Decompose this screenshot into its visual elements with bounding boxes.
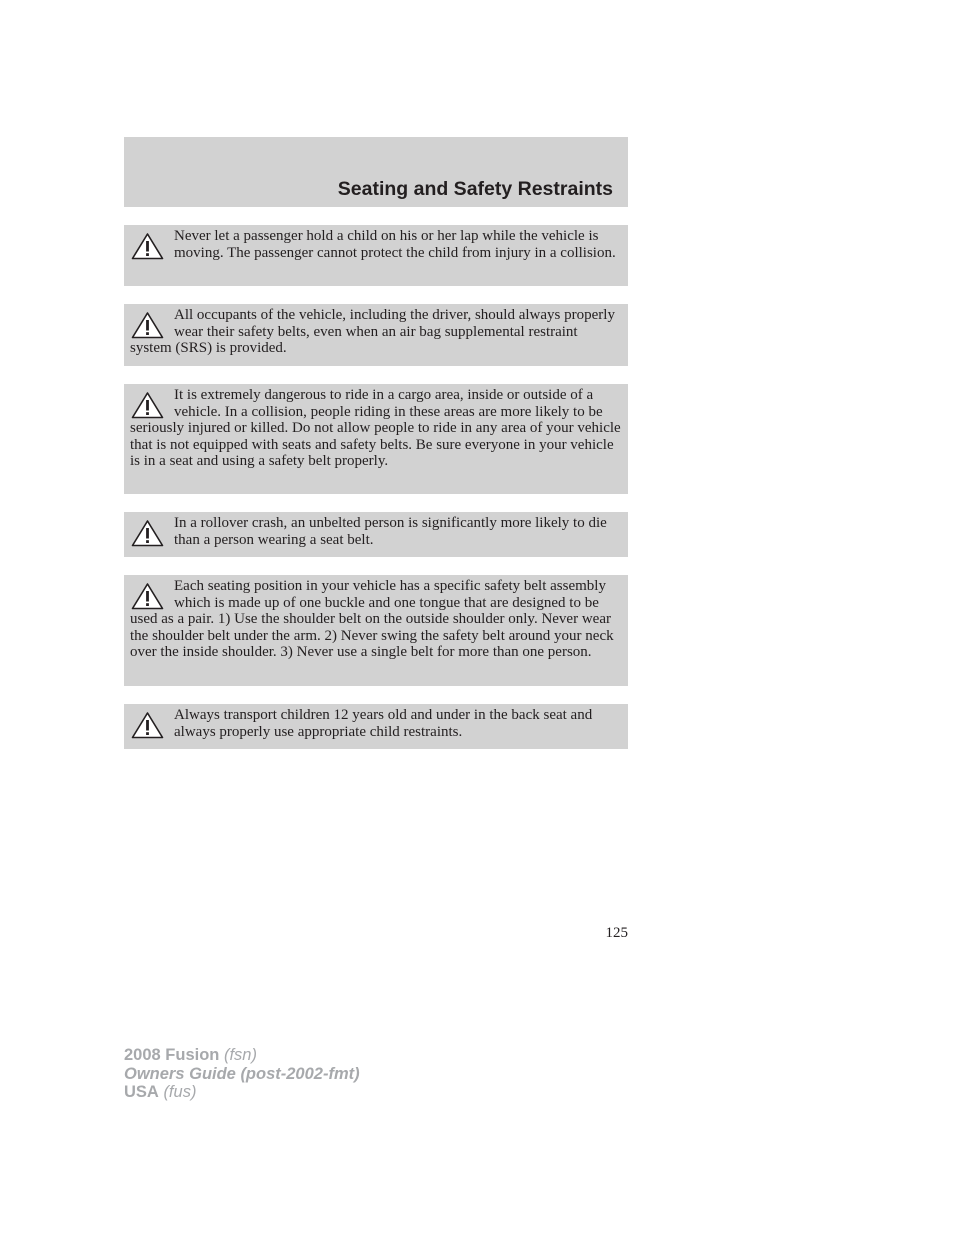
warning-box-3	[124, 384, 628, 494]
warning-text: In a rollover crash, an unbelted person is significantly more likely to die than a person wearing a seat belt.	[174, 515, 607, 548]
section-title: Seating and Safety Restraints	[337, 178, 613, 200]
footer-line-market	[124, 1083, 360, 1102]
footer-line-guide	[124, 1065, 360, 1084]
document-footer	[124, 1046, 360, 1102]
warning-triangle-icon	[131, 711, 164, 739]
page-number: 125	[605, 925, 628, 941]
warning-box-1	[124, 225, 628, 286]
warning-triangle-icon	[131, 519, 164, 547]
footer-market: USA	[124, 1083, 159, 1101]
footer-model-code: (fsn)	[223, 1046, 257, 1064]
warning-box-5	[124, 575, 628, 686]
warning-text: It is extremely dangerous to ride in a cargo area, inside or outside of a vehicle. In a collision, people riding in these areas are more likely to be seriously injured or killed. Do not allow people to ride in any area of your vehicle that is not equipped with seats and safety belts. Be sure everyone in your vehicle is in a seat and using a safety belt properly.	[130, 387, 621, 469]
warning-triangle-icon	[131, 582, 164, 610]
warning-triangle-icon	[131, 311, 164, 339]
warning-box-6	[124, 704, 628, 749]
warning-text: Never let a passenger hold a child on his or her lap while the vehicle is moving. The passenger cannot protect the child from injury in a collision.	[174, 228, 616, 261]
warning-text: All occupants of the vehicle, including the driver, should always properly wear their safety belts, even when an air bag supplemental restraint system (SRS) is provided.	[130, 307, 615, 356]
footer-market-code: (fus)	[163, 1083, 197, 1101]
warning-text: Always transport children 12 years old and under in the back seat and always properly use appropriate child restraints.	[174, 707, 593, 740]
footer-guide: Owners Guide (post-2002-fmt)	[124, 1064, 360, 1083]
warning-box-4	[124, 512, 628, 557]
warning-box-2	[124, 304, 628, 366]
footer-model: 2008 Fusion	[124, 1046, 220, 1064]
footer-line-model	[124, 1046, 360, 1065]
warning-triangle-icon	[131, 391, 164, 419]
warning-text: Each seating position in your vehicle has a specific safety belt assembly which is made up of one buckle and one tongue that are designed to be used as a pair. 1) Use the shoulder belt on the outside shoulder only. Never wear the shoulder belt under the arm. 2) Never swing the safety belt around your neck over the inside shoulder. 3) Never use a single belt for more than one person.	[130, 578, 614, 660]
section-header-band	[124, 137, 628, 207]
warning-triangle-icon	[131, 232, 164, 260]
